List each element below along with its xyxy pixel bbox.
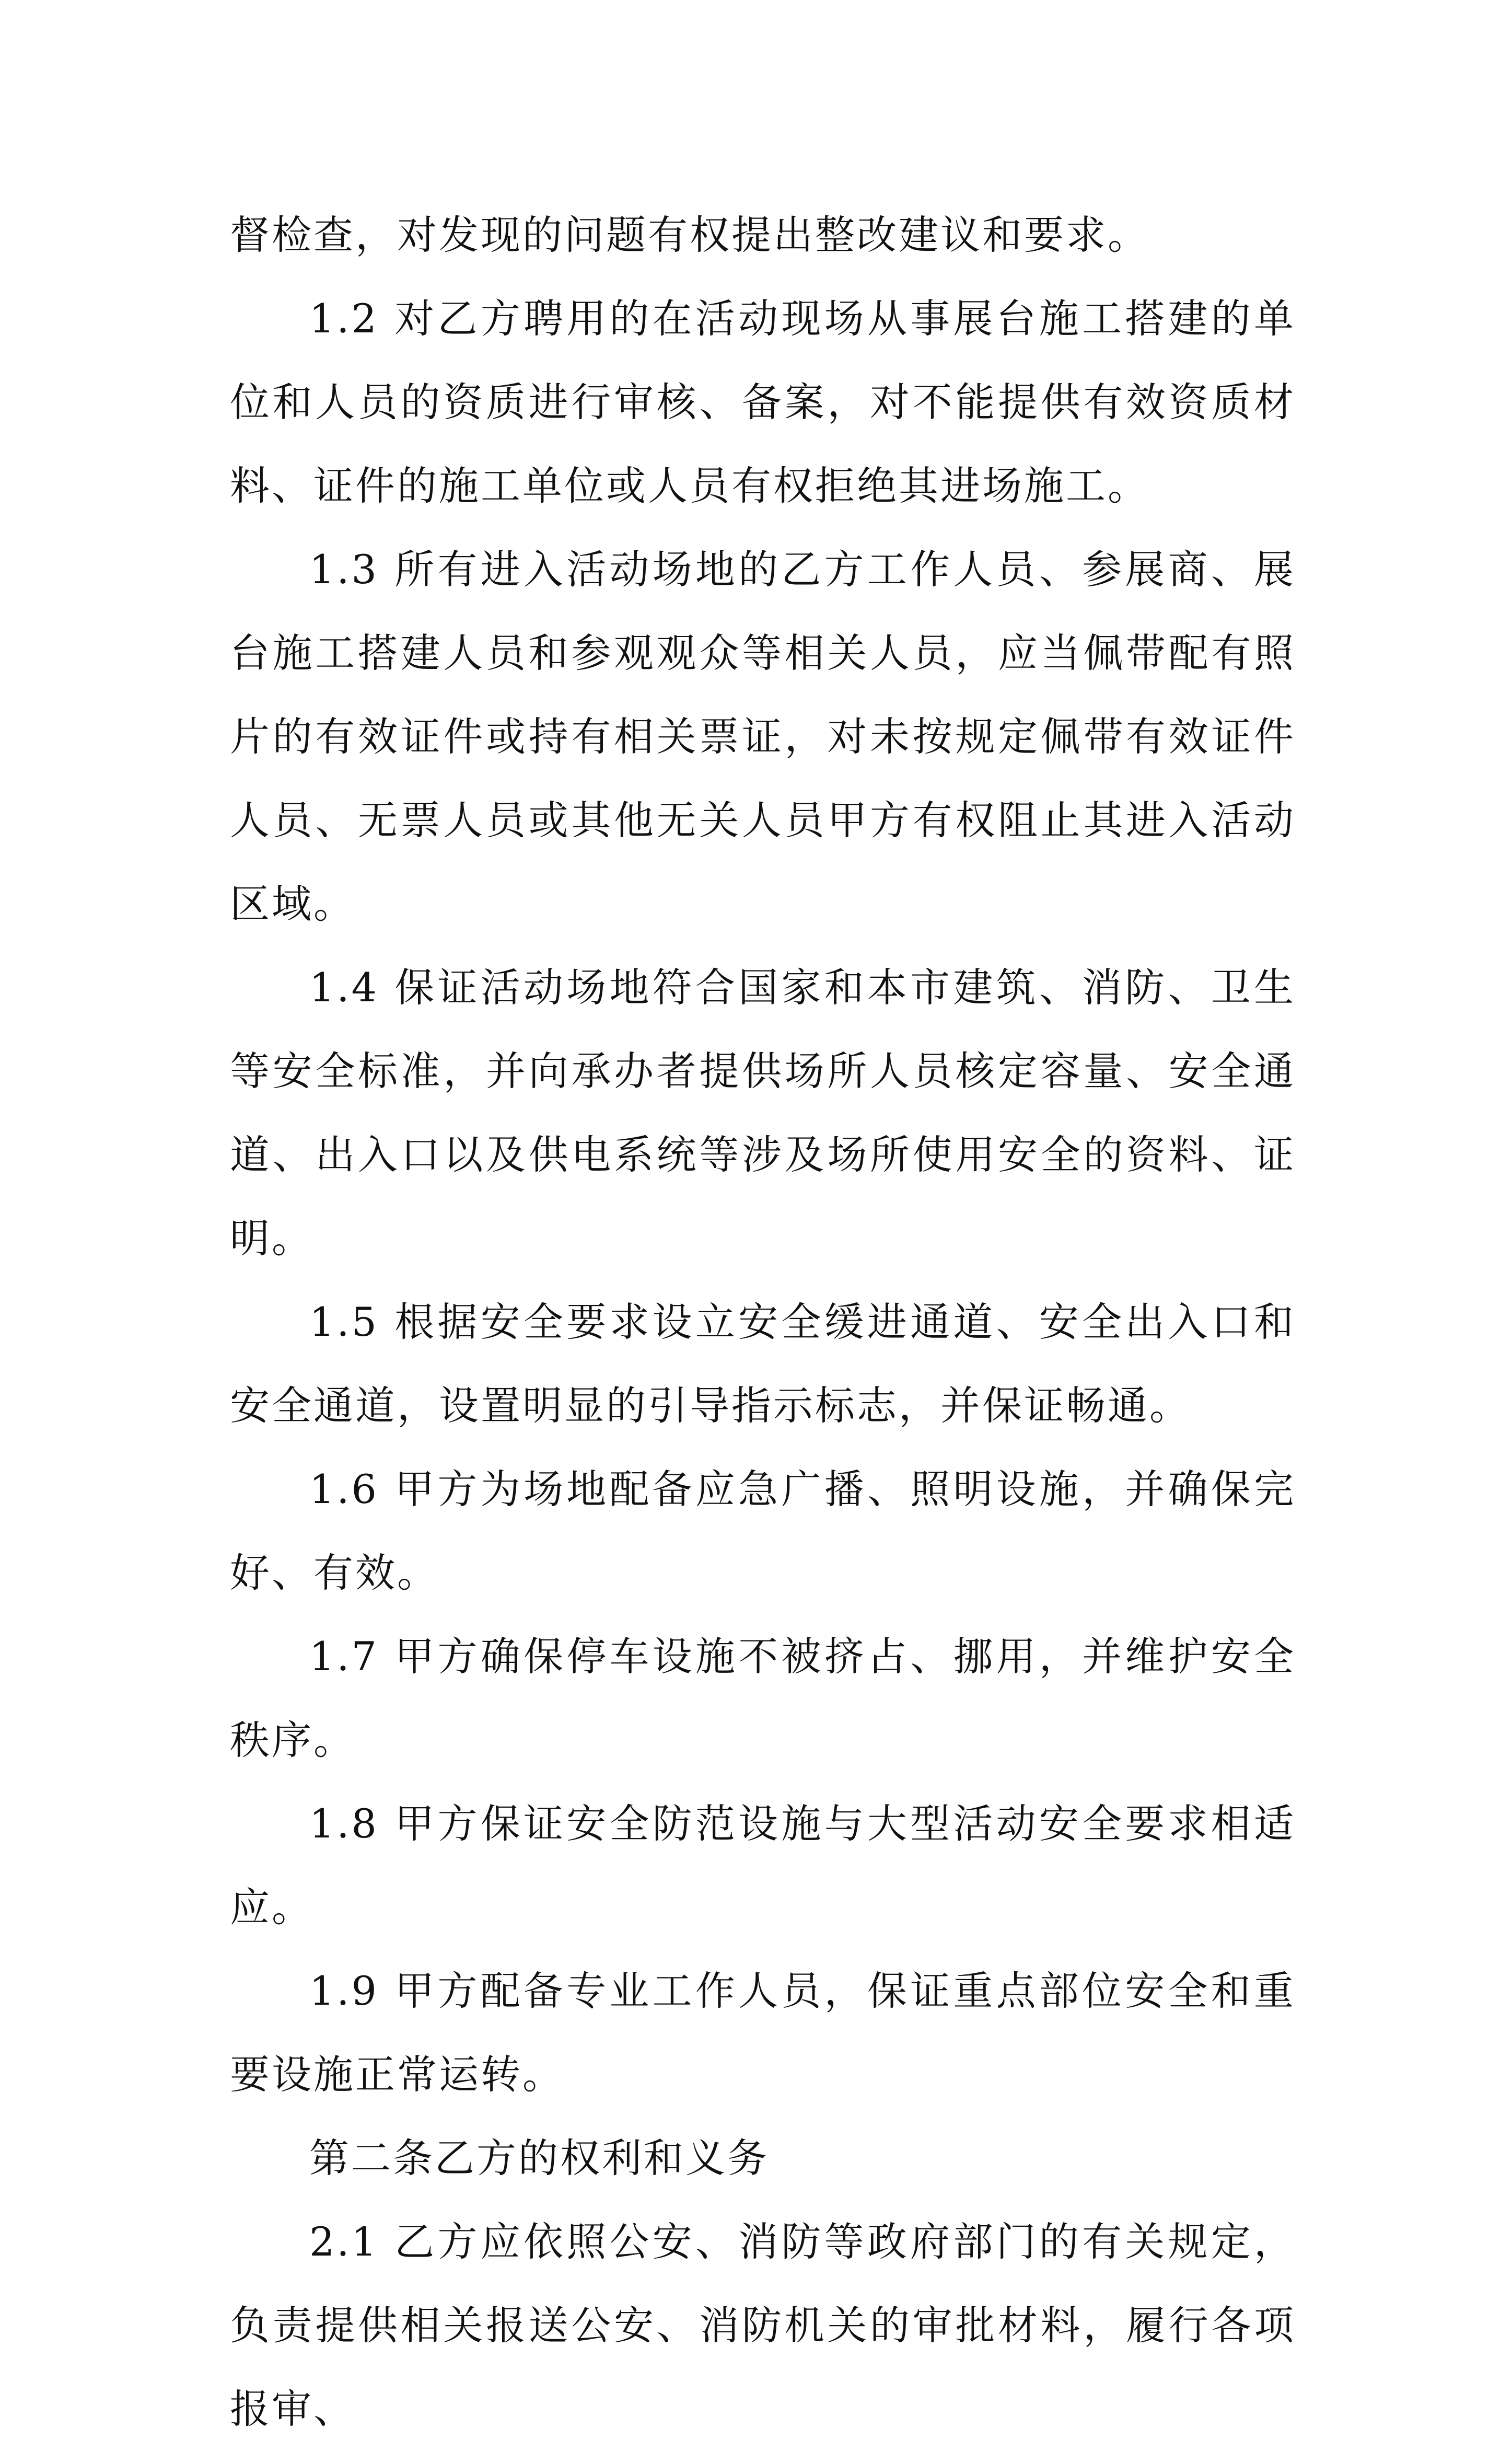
section-heading-article-2: 第二条乙方的权利和义务 — [309, 2135, 769, 2181]
paragraph-1-4: 1.4 保证活动场地符合国家和本市建筑、消防、卫生等安全标准，并向承办者提供场所人员核定容量、安全通道、出入口以及供电系统等涉及场所使用安全的资料、证明。 — [230, 964, 1296, 1262]
paragraph-1-8: 1.8 甲方保证安全防范设施与大型活动安全要求相适应。 — [230, 1800, 1296, 1930]
paragraph-1-2: 1.2 对乙方聘用的在活动现场从事展台施工搭建的单位和人员的资质进行审核、备案，对不能提供有效资质材料、证件的施工单位或人员有权拒绝其进场施工。 — [230, 295, 1296, 509]
paragraph-1-6: 1.6 甲方为场地配备应急广播、照明设施，并确保完好、有效。 — [230, 1466, 1296, 1596]
paragraph-1-9: 1.9 甲方配备专业工作人员，保证重点部位安全和重要设施正常运转。 — [230, 1968, 1296, 2098]
paragraph-continuation: 督检查，对发现的问题有权提出整改建议和要求。 — [230, 212, 1149, 258]
document-body — [230, 193, 1296, 2451]
paragraph-2-1: 2.1 乙方应依照公安、消防等政府部门的有关规定，负责提供相关报送公安、消防机关的审批材料，履行各项报审、 — [230, 2218, 1296, 2432]
paragraph-1-7: 1.7 甲方确保停车设施不被挤占、挪用，并维护安全秩序。 — [230, 1633, 1296, 1763]
paragraph-1-3: 1.3 所有进入活动场地的乙方工作人员、参展商、展台施工搭建人员和参观观众等相关人员，应当佩带配有照片的有效证件或持有相关票证，对未按规定佩带有效证件人员、无票人员或其他无关人员甲方有权阻止其进入活动区域。 — [230, 546, 1296, 927]
paragraph-1-5: 1.5 根据安全要求设立安全缓进通道、安全出入口和安全通道，设置明显的引导指示标志，并保证畅通。 — [230, 1299, 1296, 1429]
